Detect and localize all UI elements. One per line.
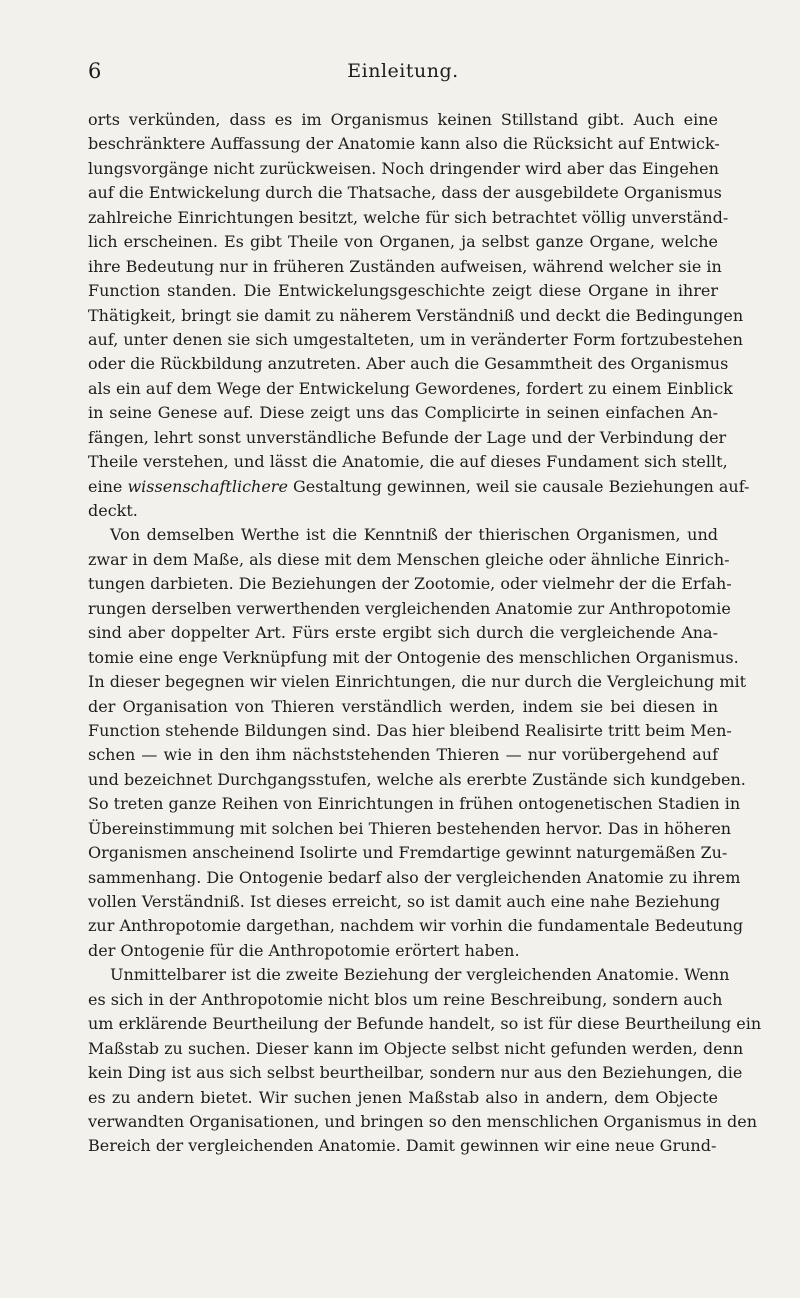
text-line: rungen derselben verwerthenden vergleichenden Anatomie zur Anthropotomie [88,598,731,618]
text-line: In dieser begegnen wir vielen Einrichtungen, die nur durch die Vergleichung mit [88,672,747,692]
text-line: So treten ganze Reihen von Einrichtungen in frühen ontogenetischen Stadien in [88,794,741,814]
text-line: zahlreiche Einrichtungen besitzt, welche für sich betrachtet völlig unverständ- [88,207,729,227]
text-line: vollen Verständniß. Ist dieses erreicht, so ist damit auch eine nahe Beziehung [88,892,721,911]
text-line: lungsvorgänge nicht zurückweisen. Noch dringender wird aber das Eingehen [88,158,719,178]
text-line: es zu andern bietet. Wir suchen jenen Maßstab also in andern, dem Objecte [88,1087,718,1107]
paragraph [88,108,750,523]
text-line: sammenhang. Die Ontogenie bedarf also der vergleichenden Anatomie zu ihrem [88,867,741,887]
text-line: Bereich der vergleichenden Anatomie. Damit gewinnen wir eine neue Grund- [88,1136,717,1156]
text-line: orts verkünden, dass es im Organismus keinen Stillstand gibt. Auch eine [88,110,718,129]
text-line: auf, unter denen sie sich umgestalteten, um in veränderter Form fortzubestehen [88,329,743,349]
text-line: Von demselben Werthe ist die Kenntniß der thierischen Organismen, und [110,525,718,545]
text-line: tungen darbieten. Die Beziehungen der Zootomie, oder vielmehr der die Erfah- [88,574,732,594]
running-title: Einleitung. [347,60,459,82]
text-line: Organismen anscheinend Isolirte und Fremdartige gewinnt naturgemäßen Zu- [88,843,728,863]
body-text [88,108,762,1159]
text-line: Function standen. Die Entwickelungsgeschichte zeigt diese Organe in ihrer [88,281,718,301]
text-line: tomie eine enge Verknüpfung mit der Ontogenie des menschlichen Organismus. [88,647,739,667]
text-line: Maßstab zu suchen. Dieser kann im Objecte selbst nicht gefunden werden, denn [88,1038,744,1058]
text-line: als ein auf dem Wege der Entwickelung Gewordenes, fordert zu einem Einblick [88,378,733,398]
text-line: sind aber doppelter Art. Fürs erste ergibt sich durch die vergleichende Ana- [88,623,718,643]
text-line: in seine Genese auf. Diese zeigt uns das Complicirte in seinen einfachen An- [88,403,718,423]
text-line: Function stehende Bildungen sind. Das hier bleibend Realisirte tritt beim Men- [88,720,732,740]
paragraph [88,963,762,1159]
text-line: oder die Rückbildung anzutreten. Aber auch die Gesammtheit des Organismus [88,354,729,374]
text-line: zwar in dem Maße, als diese mit dem Menschen gleiche oder ähnliche Einrich- [88,549,730,569]
text-line: auf die Entwickelung durch die Thatsache, dass der ausgebildete Organismus [88,183,722,203]
text-line: es sich in der Anthropotomie nicht blos um reine Beschreibung, sondern auch [88,989,723,1009]
text-line: fängen, lehrt sonst unverständliche Befunde der Lage und der Verbindung der [88,427,727,447]
text-line: der Ontogenie für die Anthropotomie erörtert haben. [88,940,520,960]
text-line: der Organisation von Thieren verständlich werden, indem sie bei diesen in [88,696,718,716]
text-line: beschränktere Auffassung der Anatomie kann also die Rücksicht auf Entwick- [88,134,720,154]
text-line: kein Ding ist aus sich selbst beurtheilbar, sondern nur aus den Beziehungen, die [88,1063,743,1083]
text-line: Thätigkeit, bringt sie damit zu näherem Verständniß und deckt die Bedingungen [88,305,744,325]
paragraph [88,523,747,963]
text-line: um erklärende Beurtheilung der Befunde handelt, so ist für diese Beurtheilung ein [88,1014,762,1034]
text-line: ihre Bedeutung nur in früheren Zuständen aufweisen, während welcher sie in [88,256,722,276]
text-line: Unmittelbarer ist die zweite Beziehung der vergleichenden Anatomie. Wenn [110,965,730,985]
page-header [88,58,718,84]
page-number: 6 [88,59,102,83]
text-line: deckt. [88,501,138,520]
text-line: Übereinstimmung mit solchen bei Thieren bestehenden hervor. Das in höheren [88,818,732,838]
italic-word: wissenschaftlichere [127,476,288,496]
text-line: schen — wie in den ihm nächststehenden Thieren — nur vorübergehend auf [88,745,718,765]
text-line: lich erscheinen. Es gibt Theile von Organen, ja selbst ganze Organe, welche [88,232,718,252]
text-line: verwandten Organisationen, und bringen so den menschlichen Organismus in den [88,1111,758,1131]
text-line: eine wissenschaftlichere Gestaltung gewinnen, weil sie causale Beziehungen auf- [88,476,750,496]
text-line: und bezeichnet Durchgangsstufen, welche als ererbte Zustände sich kundgeben. [88,769,746,789]
text-line: Theile verstehen, und lässt die Anatomie, die auf dieses Fundament sich stellt, [88,452,728,472]
text-line: zur Anthropotomie dargethan, nachdem wir vorhin die fundamentale Bedeutung [88,916,744,936]
